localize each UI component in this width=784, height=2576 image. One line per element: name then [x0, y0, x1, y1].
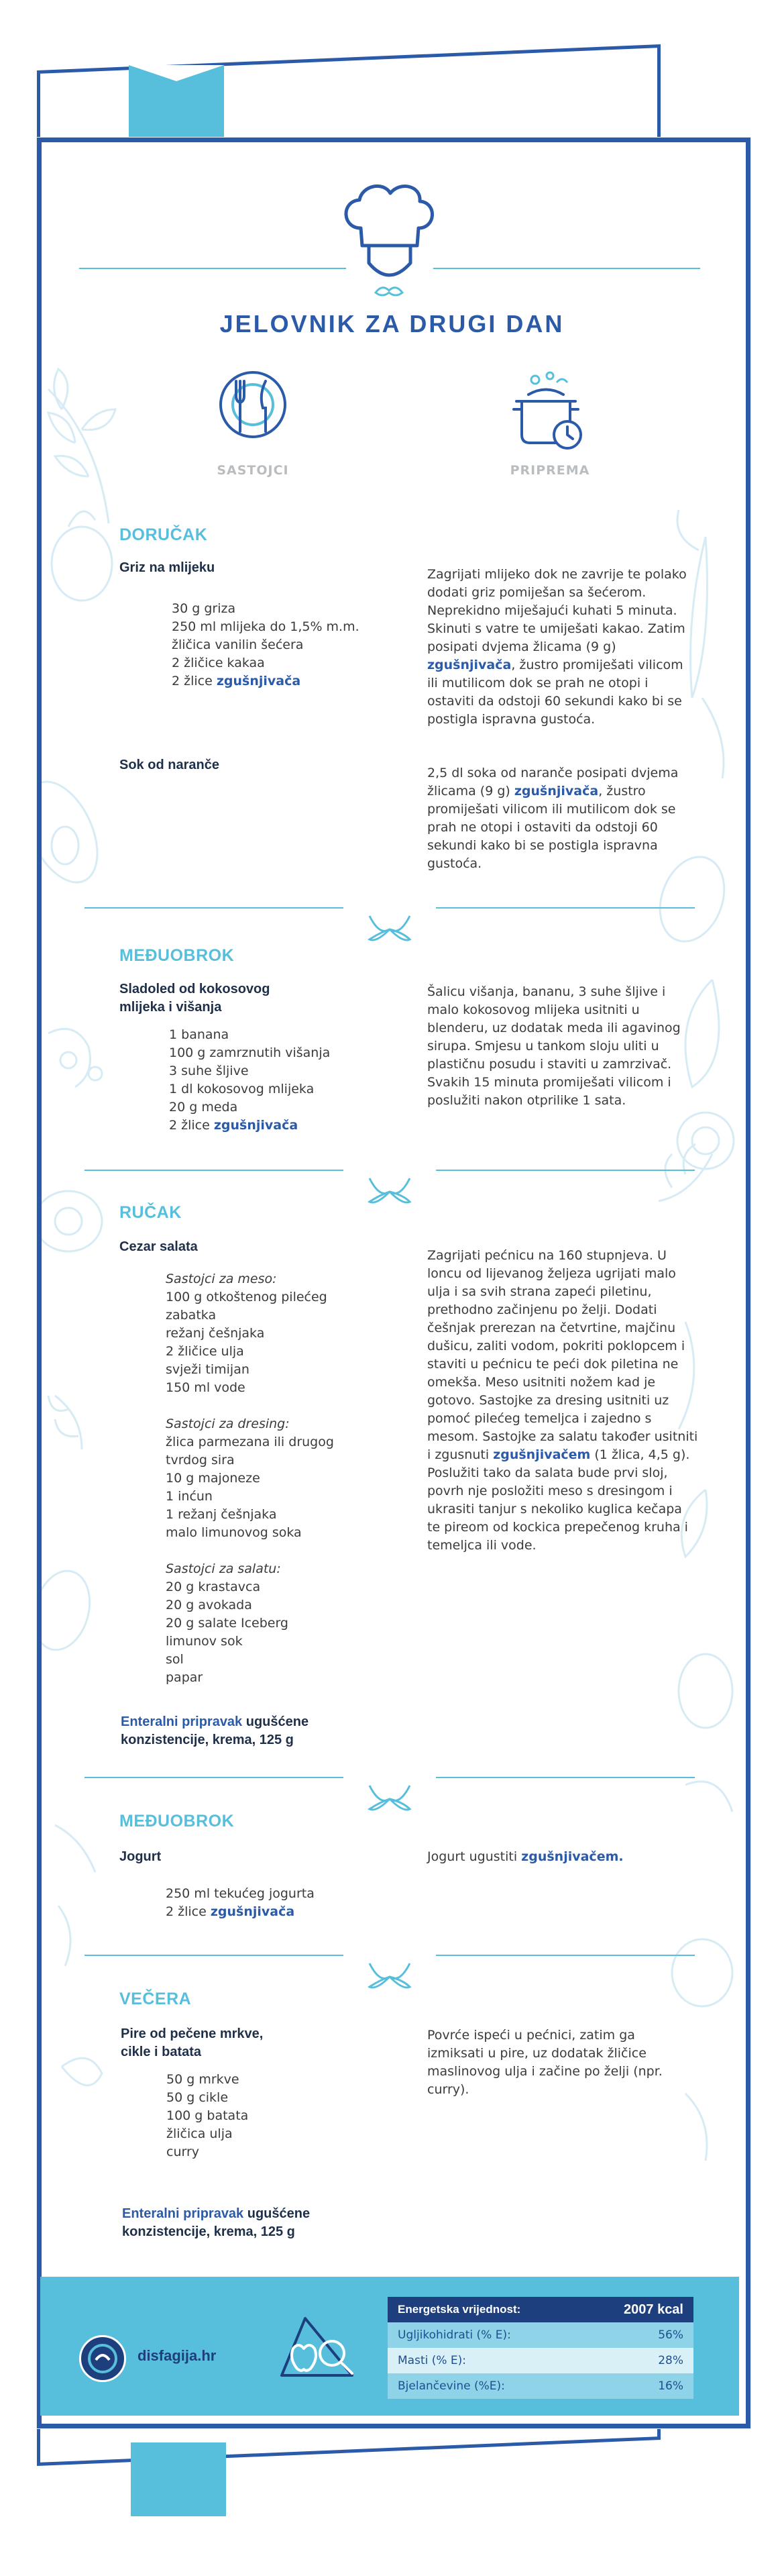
thickener-highlight: zgušnjivača: [210, 1904, 295, 1919]
ingredients-caesar-salad: [166, 1270, 334, 1687]
enteral-highlight: Enteralni pripravak: [122, 2206, 244, 2221]
spacer: [166, 1542, 334, 1560]
lunch-heading: RUČAK: [119, 1203, 182, 1222]
dish-name-yogurt: Jogurt: [119, 1849, 162, 1864]
chef-icon: [335, 180, 443, 304]
section-divider-left: [85, 1170, 343, 1171]
nutrition-row-value: 16%: [658, 2379, 683, 2393]
prep-text: Zagrijati mlijeko dok ne zavrije te polako dodati griz pomiješan sa šećerom. Neprekidno miješajući kuhati 5 minuta. Skinuti s vatre te umiješati kakao. Zatim posipati dvjema žlicama (9 g): [427, 567, 687, 654]
ingredient-item: 150 ml vode: [166, 1380, 245, 1395]
nutrition-row-label: Ugljikohidrati (% E):: [398, 2328, 511, 2342]
ingredients-column-label: SASTOJCI: [217, 463, 289, 478]
enteral-highlight: Enteralni pripravak: [121, 1714, 243, 1729]
ingredient-item: 50 g cikle: [166, 2090, 229, 2105]
ingredient-item: žlica parmezana ili drugog: [166, 1435, 334, 1449]
ingredient-text: 2 žlice: [172, 674, 217, 688]
snack2-heading: MEĐUOBROK: [119, 1812, 235, 1831]
ingredient-text: 2 žlice: [169, 1118, 214, 1133]
prep-text: , žustro promiješati vilicom ili mutilicom dok se prah ne otopi i ostaviti da odstoji 60 sekundi kako bi se postigla ispravna gustoća.: [427, 784, 676, 871]
ingredient-item: curry: [166, 2145, 200, 2159]
dish-name-caesar-salad: Cezar salata: [119, 1239, 198, 1254]
section-divider-left: [85, 1955, 343, 1956]
bow-ornament-icon: [366, 1175, 413, 1208]
ingredient-item: 100 g zamrznutih višanja: [169, 1045, 331, 1060]
dish-name-line: Pire od pečene mrkve,: [121, 2026, 264, 2041]
enteral-note-line: [122, 2205, 310, 2223]
section-divider-left: [85, 907, 343, 909]
plate-cutlery-icon: [216, 368, 290, 442]
bow-ornament-icon: [366, 1782, 413, 1816]
thickener-highlight: zgušnjivača: [216, 674, 301, 688]
prep-orange-juice: [427, 764, 695, 873]
enteral-note-line: [121, 1713, 309, 1731]
enteral-note-line: konzistencije, krema, 125 g: [122, 2224, 295, 2239]
ingredient-item: [166, 1903, 315, 1921]
prep-puree: Povrće ispeći u pećnici, zatim ga izmiksati u pire, uz dodatak žličice maslinovog ulja i začine po želji (npr. curry).: [427, 2028, 663, 2097]
disfagija-logo-icon: [79, 2335, 126, 2382]
section-divider-right: [436, 1170, 695, 1171]
spacer: [166, 1397, 334, 1415]
thickener-highlight: zgušnjivačem.: [521, 1849, 624, 1864]
ingredient-item: 1 banana: [169, 1027, 229, 1042]
dish-name-puree: [121, 2025, 263, 2061]
ingredient-item: 20 g krastavca: [166, 1580, 261, 1594]
nutrition-table: [388, 2297, 693, 2399]
ingredient-item: 2 žličice ulja: [166, 1344, 244, 1359]
bookmark-ribbon-top: [129, 65, 224, 146]
page-title: JELOVNIK ZA DRUGI DAN: [219, 310, 565, 338]
enteral-text: ugušćene: [243, 2206, 311, 2221]
nutrition-row-label: Bjelančevine (%E):: [398, 2379, 505, 2393]
ingredient-item: svježi timijan: [166, 1362, 249, 1377]
ingredient-item: zabatka: [166, 1308, 217, 1323]
enteral-note-lunch: [121, 1713, 309, 1749]
dish-name-griz: Griz na mlijeku: [119, 560, 215, 575]
ingredient-subheading: Sastojci za dresing:: [166, 1416, 290, 1431]
thickener-highlight: zgušnjivača: [213, 1118, 298, 1133]
ingredient-item: 250 ml tekućeg jogurta: [166, 1886, 315, 1901]
nutrition-row: [388, 2322, 693, 2348]
nutrition-row-value: 56%: [658, 2328, 683, 2342]
section-divider-right: [436, 907, 695, 909]
ingredient-item: 20 g avokada: [166, 1598, 252, 1612]
bow-ornament-icon: [366, 913, 413, 946]
nutrition-row: [388, 2373, 693, 2399]
breakfast-heading: DORUČAK: [119, 525, 208, 544]
ingredient-text: 2 žlice: [166, 1904, 211, 1919]
enteral-note-dinner: [122, 2205, 310, 2241]
ingredient-item: 20 g meda: [169, 1100, 238, 1115]
dish-name-ice-cream: [119, 980, 270, 1017]
dish-name-line: cikle i batata: [121, 2045, 202, 2059]
prep-griz: [427, 566, 695, 729]
prep-text: (1 žlica, 4,5 g). Poslužiti tako da salata bude prvi sloj, povrh nje posložiti meso s dresingom i ukrasiti tanjur s nekoliko kuglica kečapa te pireom od kockica prepečenog kruha i temeljca ili vode.: [427, 1447, 690, 1553]
dinner-heading: VEČERA: [119, 1990, 192, 2008]
ingredients-puree: [166, 2071, 248, 2161]
bow-ornament-icon: [366, 1960, 413, 1994]
preparation-column-label: PRIPREMA: [510, 463, 590, 478]
nutrition-header-row: [388, 2297, 693, 2322]
thickener-highlight: zgušnjivačem: [493, 1447, 591, 1462]
ingredients-griz: [172, 600, 359, 690]
ingredient-item: 100 g otkoštenog pilećeg: [166, 1290, 327, 1304]
ingredient-item: režanj češnjaka: [166, 1326, 265, 1341]
ingredient-item: [172, 672, 359, 690]
nutrition-row-label: Masti (% E):: [398, 2354, 467, 2367]
ingredients-ice-cream: [169, 1026, 330, 1135]
ingredient-subheading: Sastojci za salatu:: [166, 1561, 281, 1576]
dish-name-line: Sladoled od kokosovog: [119, 982, 270, 996]
section-divider-right: [436, 1955, 695, 1956]
thickener-highlight: zgušnjivača: [427, 658, 512, 672]
header-divider-right: [433, 268, 700, 269]
prep-ice-cream: Šalicu višanja, bananu, 3 suhe šljive i malo kokosovog mlijeka usitniti u blenderu, uz dodatak meda ili agavinog sirupa. Smjesu u tankom sloju uliti u plastičnu posudu i staviti u zamrzivač. Svakih 15 minuta promiješati vilicom i poslužiti nakon otprilike 1 sata.: [427, 984, 681, 1108]
prep-text: Zagrijati pećnicu na 160 stupnjeva. U loncu od lijevanog željeza ugrijati malo ulja i sa svih strana zapeći piletinu, prethodno začinjenu po želji. Dodati češnjak prerezan na četvrtine, majčinu dušicu, zaliti vodom, pokriti poklopcem i staviti u pećnicu te peći dok piletina ne omekša. Meso usitniti nožem kad je gotovo. Sastojke za dresing usitniti uz pomoć pilećeg temeljca i zajedno s mesom. Sastojke za salatu također usitniti i zgusnuti: [427, 1248, 698, 1462]
bookmark-ribbon-bottom: [131, 2442, 226, 2516]
nutrition-header-value: 2007 kcal: [624, 2302, 683, 2317]
ingredient-item: sol: [166, 1652, 184, 1667]
ingredient-item: 2 žličice kakaa: [172, 656, 265, 670]
section-divider-right: [436, 1777, 695, 1778]
section-divider-left: [85, 1777, 343, 1778]
footer-site-link[interactable]: disfagija.hr: [137, 2347, 217, 2364]
prep-caesar-salad: [427, 1247, 699, 1555]
prep-text: Jogurt ugustiti: [427, 1849, 522, 1864]
enteral-note-line: konzistencije, krema, 125 g: [121, 1733, 294, 1747]
prep-yogurt: [427, 1848, 695, 1866]
prep-text: , žustro promiješati vilicom ili mutilicom dok se prah ne otopi i ostaviti da odstoji 60 sekundi kako bi se postigla ispravna gustoća.: [427, 658, 683, 727]
ingredient-item: 1 režanj češnjaka: [166, 1507, 277, 1522]
ingredient-item: 30 g griza: [172, 601, 236, 616]
ingredient-item: 1 dl kokosovog mlijeka: [169, 1082, 315, 1096]
prep-text: 2,5 dl soka od naranče posipati dvjema žlicama (9 g): [427, 766, 679, 798]
ingredient-item: 250 ml mlijeka do 1,5% m.m.: [172, 619, 359, 634]
ingredient-item: 1 inćun: [166, 1489, 213, 1504]
ingredient-item: žličica ulja: [166, 2126, 233, 2141]
ingredient-item: limunov sok: [166, 1634, 243, 1649]
nutrition-header-label: Energetska vrijednost:: [398, 2303, 521, 2316]
thickener-highlight: zgušnjivača: [514, 784, 599, 798]
ingredient-item: papar: [166, 1670, 203, 1685]
ingredient-item: 3 suhe šljive: [169, 1064, 249, 1078]
ingredient-item: 20 g salate Iceberg: [166, 1616, 288, 1631]
header-divider-left: [79, 268, 346, 269]
nutrition-row: [388, 2348, 693, 2373]
snack1-heading: MEĐUOBROK: [119, 946, 235, 965]
ingredient-item: malo limunovog soka: [166, 1525, 302, 1540]
ingredient-item: [169, 1117, 330, 1135]
ingredients-yogurt: [166, 1885, 315, 1921]
ingredient-subheading: Sastojci za meso:: [166, 1272, 277, 1286]
ingredient-item: tvrdog sira: [166, 1453, 235, 1467]
ingredient-item: 100 g batata: [166, 2108, 249, 2123]
ingredient-item: žličica vanilin šećera: [172, 637, 304, 652]
ingredient-item: 50 g mrkve: [166, 2072, 239, 2087]
pot-timer-icon: [508, 368, 589, 455]
enteral-text: ugušćene: [242, 1714, 309, 1729]
nutrition-row-value: 28%: [658, 2354, 683, 2367]
ingredient-item: 10 g majoneze: [166, 1471, 260, 1486]
dish-name-orange-juice: Sok od naranče: [119, 758, 219, 772]
apple-magnifier-icon: [278, 2312, 366, 2385]
dish-name-line: mlijeka i višanja: [119, 1000, 222, 1015]
